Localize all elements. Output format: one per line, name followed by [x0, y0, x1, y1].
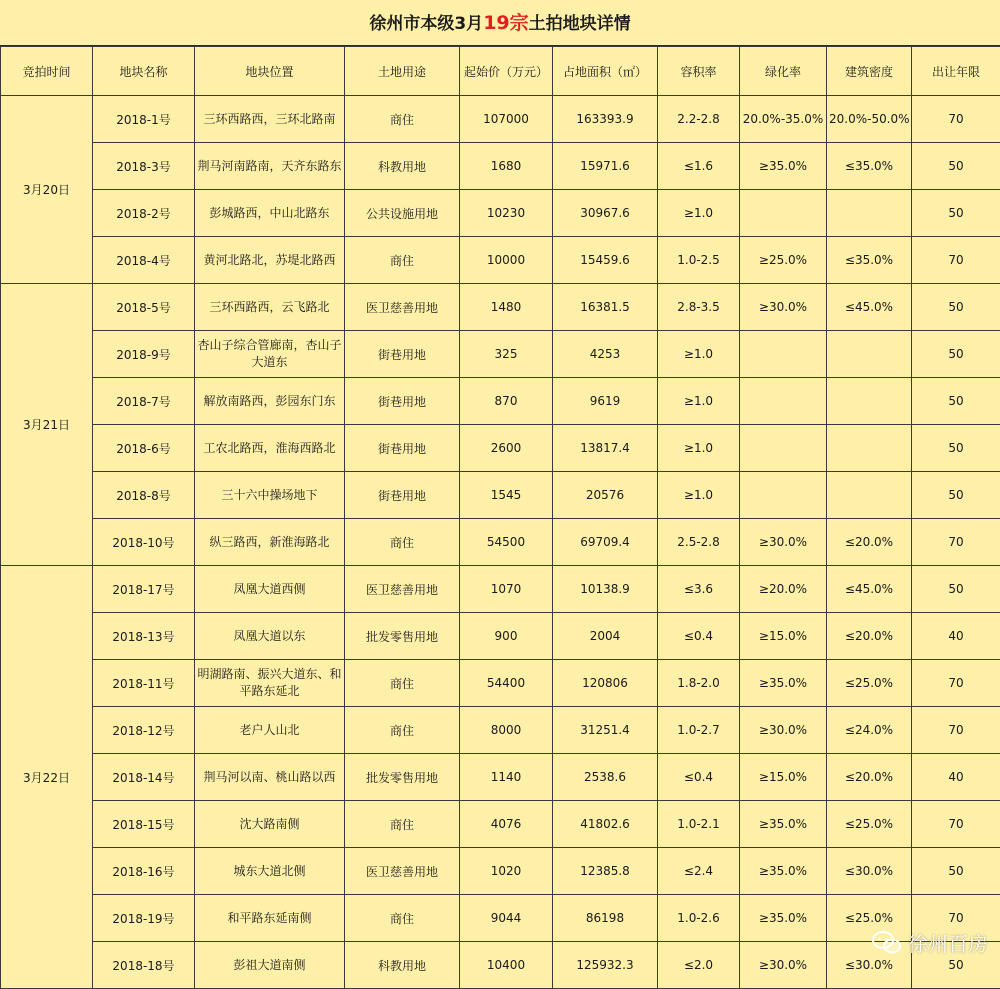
parcel-far: 1.0-2.1	[658, 801, 740, 848]
parcel-density	[827, 331, 912, 378]
table-row	[1, 942, 1000, 989]
parcel-far: ≤0.4	[658, 613, 740, 660]
parcel-green-ratio: ≥30.0%	[740, 942, 827, 989]
parcel-use: 批发零售用地	[345, 754, 460, 801]
parcel-density: ≤35.0%	[827, 143, 912, 190]
parcel-price: 10230	[460, 190, 553, 237]
watermark	[872, 928, 988, 957]
title-suffix: 土拍地块详情	[529, 14, 631, 34]
parcel-far: ≤3.6	[658, 566, 740, 613]
parcel-far: 2.2-2.8	[658, 96, 740, 143]
parcel-price: 1020	[460, 848, 553, 895]
parcel-green-ratio: ≥30.0%	[740, 707, 827, 754]
col-header-density: 建筑密度	[827, 47, 912, 96]
parcel-green-ratio: 20.0%-35.0%	[740, 96, 827, 143]
table-row	[1, 801, 1000, 848]
parcel-location: 纵三路西，新淮海路北	[195, 519, 345, 566]
parcel-years: 40	[912, 754, 1000, 801]
parcel-years: 50	[912, 143, 1000, 190]
parcel-green-ratio: ≥20.0%	[740, 566, 827, 613]
parcel-years: 70	[912, 895, 1000, 942]
parcel-location: 三环西路西，云飞路北	[195, 284, 345, 331]
table-row	[1, 96, 1000, 143]
parcel-area: 69709.4	[553, 519, 658, 566]
parcel-location: 城东大道北侧	[195, 848, 345, 895]
parcel-area: 4253	[553, 331, 658, 378]
parcel-name: 2018-3号	[93, 143, 195, 190]
parcel-price: 107000	[460, 96, 553, 143]
parcel-density: ≤30.0%	[827, 942, 912, 989]
parcel-location: 三十六中操场地下	[195, 472, 345, 519]
parcel-area: 2004	[553, 613, 658, 660]
parcel-location: 沈大路南侧	[195, 801, 345, 848]
parcel-years: 50	[912, 378, 1000, 425]
parcel-far: 2.8-3.5	[658, 284, 740, 331]
wechat-icon	[872, 930, 902, 956]
parcel-years: 50	[912, 331, 1000, 378]
parcel-location: 荆马河南路南，天齐东路东	[195, 143, 345, 190]
parcel-name: 2018-12号	[93, 707, 195, 754]
parcel-density	[827, 472, 912, 519]
parcel-name: 2018-5号	[93, 284, 195, 331]
parcel-green-ratio: ≥35.0%	[740, 801, 827, 848]
table-row	[1, 754, 1000, 801]
auction-date: 3月21日	[1, 284, 93, 566]
parcel-area: 10138.9	[553, 566, 658, 613]
parcel-location: 工农北路西，淮海西路北	[195, 425, 345, 472]
parcel-price: 4076	[460, 801, 553, 848]
table-row	[1, 331, 1000, 378]
parcel-years: 50	[912, 942, 1000, 989]
parcel-years: 70	[912, 96, 1000, 143]
title-prefix: 徐州市本级3月	[369, 14, 483, 34]
parcel-use: 街巷用地	[345, 378, 460, 425]
parcel-far: ≥1.0	[658, 472, 740, 519]
parcel-price: 870	[460, 378, 553, 425]
parcel-use: 医卫慈善用地	[345, 848, 460, 895]
parcel-name: 2018-18号	[93, 942, 195, 989]
parcel-name: 2018-17号	[93, 566, 195, 613]
parcel-price: 54400	[460, 660, 553, 707]
parcel-use: 医卫慈善用地	[345, 566, 460, 613]
parcel-use: 商住	[345, 707, 460, 754]
parcel-far: 1.8-2.0	[658, 660, 740, 707]
table-body	[1, 96, 1000, 989]
parcel-use: 街巷用地	[345, 472, 460, 519]
parcel-green-ratio: ≥35.0%	[740, 660, 827, 707]
parcel-use: 医卫慈善用地	[345, 284, 460, 331]
parcel-far: 1.0-2.5	[658, 237, 740, 284]
parcel-price: 900	[460, 613, 553, 660]
parcel-density: ≤35.0%	[827, 237, 912, 284]
table-header-row	[1, 47, 1000, 96]
col-header-location: 地块位置	[195, 47, 345, 96]
table-row	[1, 237, 1000, 284]
parcel-use: 科教用地	[345, 143, 460, 190]
parcel-name: 2018-16号	[93, 848, 195, 895]
parcel-name: 2018-14号	[93, 754, 195, 801]
parcel-name: 2018-19号	[93, 895, 195, 942]
table-row	[1, 566, 1000, 613]
parcel-far: ≤2.0	[658, 942, 740, 989]
parcel-density: 20.0%-50.0%	[827, 96, 912, 143]
parcel-name: 2018-7号	[93, 378, 195, 425]
parcel-use: 商住	[345, 96, 460, 143]
parcel-green-ratio: ≥25.0%	[740, 237, 827, 284]
parcel-name: 2018-10号	[93, 519, 195, 566]
parcel-years: 50	[912, 472, 1000, 519]
parcel-far: ≥1.0	[658, 331, 740, 378]
parcel-far: ≤1.6	[658, 143, 740, 190]
parcel-use: 商住	[345, 895, 460, 942]
parcel-far: 2.5-2.8	[658, 519, 740, 566]
table-row	[1, 707, 1000, 754]
table-row	[1, 143, 1000, 190]
parcel-name: 2018-11号	[93, 660, 195, 707]
parcel-green-ratio	[740, 472, 827, 519]
table-row	[1, 848, 1000, 895]
parcel-density: ≤20.0%	[827, 519, 912, 566]
parcel-price: 9044	[460, 895, 553, 942]
parcel-years: 70	[912, 801, 1000, 848]
parcel-location: 杏山子综合管廊南，杏山子大道东	[195, 331, 345, 378]
parcel-green-ratio: ≥30.0%	[740, 519, 827, 566]
parcel-density: ≤30.0%	[827, 848, 912, 895]
parcel-green-ratio: ≥35.0%	[740, 143, 827, 190]
parcel-density	[827, 425, 912, 472]
parcel-location: 彭城路西，中山北路东	[195, 190, 345, 237]
parcel-area: 13817.4	[553, 425, 658, 472]
parcel-green-ratio: ≥15.0%	[740, 613, 827, 660]
parcel-use: 商住	[345, 801, 460, 848]
table-row	[1, 660, 1000, 707]
parcel-far: ≤0.4	[658, 754, 740, 801]
parcel-years: 50	[912, 566, 1000, 613]
parcel-far: ≤2.4	[658, 848, 740, 895]
parcel-area: 30967.6	[553, 190, 658, 237]
parcel-location: 凤凰大道西侧	[195, 566, 345, 613]
parcel-location: 彭祖大道南侧	[195, 942, 345, 989]
parcel-area: 20576	[553, 472, 658, 519]
parcel-location: 明湖路南、振兴大道东、和平路东延北	[195, 660, 345, 707]
parcel-density: ≤25.0%	[827, 660, 912, 707]
parcel-area: 125932.3	[553, 942, 658, 989]
parcel-density: ≤20.0%	[827, 613, 912, 660]
parcel-price: 2600	[460, 425, 553, 472]
parcel-use: 公共设施用地	[345, 190, 460, 237]
parcel-price: 10000	[460, 237, 553, 284]
col-header-use: 土地用途	[345, 47, 460, 96]
col-header-price: 起始价（万元）	[460, 47, 553, 96]
parcel-location: 和平路东延南侧	[195, 895, 345, 942]
parcel-use: 商住	[345, 519, 460, 566]
parcel-location: 三环西路西，三环北路南	[195, 96, 345, 143]
parcel-location: 黄河北路北，苏堤北路西	[195, 237, 345, 284]
parcel-area: 120806	[553, 660, 658, 707]
table-row	[1, 284, 1000, 331]
parcel-years: 70	[912, 707, 1000, 754]
parcel-far: ≥1.0	[658, 425, 740, 472]
parcel-area: 41802.6	[553, 801, 658, 848]
parcel-area: 9619	[553, 378, 658, 425]
table-row	[1, 190, 1000, 237]
parcel-years: 70	[912, 660, 1000, 707]
col-header-green: 绿化率	[740, 47, 827, 96]
parcel-price: 54500	[460, 519, 553, 566]
watermark-text: 徐州百房	[908, 928, 988, 957]
table-row	[1, 425, 1000, 472]
page-title	[0, 0, 1000, 46]
parcel-green-ratio: ≥15.0%	[740, 754, 827, 801]
parcel-area: 15459.6	[553, 237, 658, 284]
col-header-years: 出让年限	[912, 47, 1000, 96]
parcel-price: 1070	[460, 566, 553, 613]
parcel-years: 50	[912, 425, 1000, 472]
parcel-years: 50	[912, 190, 1000, 237]
parcel-density: ≤24.0%	[827, 707, 912, 754]
parcel-location: 老户人山北	[195, 707, 345, 754]
parcel-area: 31251.4	[553, 707, 658, 754]
parcel-green-ratio: ≥30.0%	[740, 284, 827, 331]
col-header-area: 占地面积（㎡）	[553, 47, 658, 96]
auction-date: 3月22日	[1, 566, 93, 989]
parcel-density: ≤25.0%	[827, 801, 912, 848]
parcel-years: 50	[912, 284, 1000, 331]
parcel-density: ≤25.0%	[827, 895, 912, 942]
parcel-name: 2018-2号	[93, 190, 195, 237]
parcel-area: 163393.9	[553, 96, 658, 143]
table-row	[1, 472, 1000, 519]
parcel-density: ≤45.0%	[827, 284, 912, 331]
parcel-location: 凤凰大道以东	[195, 613, 345, 660]
parcel-price: 325	[460, 331, 553, 378]
parcel-years: 70	[912, 519, 1000, 566]
parcel-location: 荆马河以南、桃山路以西	[195, 754, 345, 801]
parcel-name: 2018-1号	[93, 96, 195, 143]
parcel-price: 1480	[460, 284, 553, 331]
parcel-density: ≤45.0%	[827, 566, 912, 613]
parcel-area: 12385.8	[553, 848, 658, 895]
table-row	[1, 895, 1000, 942]
parcel-years: 50	[912, 848, 1000, 895]
parcel-area: 86198	[553, 895, 658, 942]
col-header-name: 地块名称	[93, 47, 195, 96]
parcel-green-ratio	[740, 425, 827, 472]
parcel-years: 70	[912, 237, 1000, 284]
parcel-density: ≤20.0%	[827, 754, 912, 801]
parcel-area: 15971.6	[553, 143, 658, 190]
parcel-use: 批发零售用地	[345, 613, 460, 660]
parcel-name: 2018-8号	[93, 472, 195, 519]
table-row	[1, 378, 1000, 425]
parcel-area: 16381.5	[553, 284, 658, 331]
parcel-name: 2018-15号	[93, 801, 195, 848]
parcel-name: 2018-13号	[93, 613, 195, 660]
parcel-green-ratio: ≥35.0%	[740, 848, 827, 895]
parcel-price: 1680	[460, 143, 553, 190]
land-parcel-table	[0, 46, 1000, 989]
parcel-price: 8000	[460, 707, 553, 754]
parcel-use: 商住	[345, 237, 460, 284]
parcel-green-ratio	[740, 190, 827, 237]
table-row	[1, 519, 1000, 566]
parcel-name: 2018-9号	[93, 331, 195, 378]
parcel-name: 2018-4号	[93, 237, 195, 284]
parcel-far: 1.0-2.7	[658, 707, 740, 754]
parcel-use: 街巷用地	[345, 425, 460, 472]
parcel-green-ratio	[740, 378, 827, 425]
parcel-location: 解放南路西，彭园东门东	[195, 378, 345, 425]
parcel-far: 1.0-2.6	[658, 895, 740, 942]
parcel-price: 1545	[460, 472, 553, 519]
parcel-years: 40	[912, 613, 1000, 660]
parcel-price: 1140	[460, 754, 553, 801]
parcel-price: 10400	[460, 942, 553, 989]
parcel-density	[827, 378, 912, 425]
parcel-green-ratio	[740, 331, 827, 378]
parcel-area: 2538.6	[553, 754, 658, 801]
auction-date: 3月20日	[1, 96, 93, 284]
parcel-use: 科教用地	[345, 942, 460, 989]
parcel-far: ≥1.0	[658, 190, 740, 237]
col-header-far: 容积率	[658, 47, 740, 96]
parcel-far: ≥1.0	[658, 378, 740, 425]
parcel-use: 街巷用地	[345, 331, 460, 378]
title-highlight: 19宗	[483, 12, 528, 34]
parcel-density	[827, 190, 912, 237]
parcel-green-ratio: ≥35.0%	[740, 895, 827, 942]
parcel-use: 商住	[345, 660, 460, 707]
table-row	[1, 613, 1000, 660]
parcel-name: 2018-6号	[93, 425, 195, 472]
col-header-date: 竞拍时间	[1, 47, 93, 96]
